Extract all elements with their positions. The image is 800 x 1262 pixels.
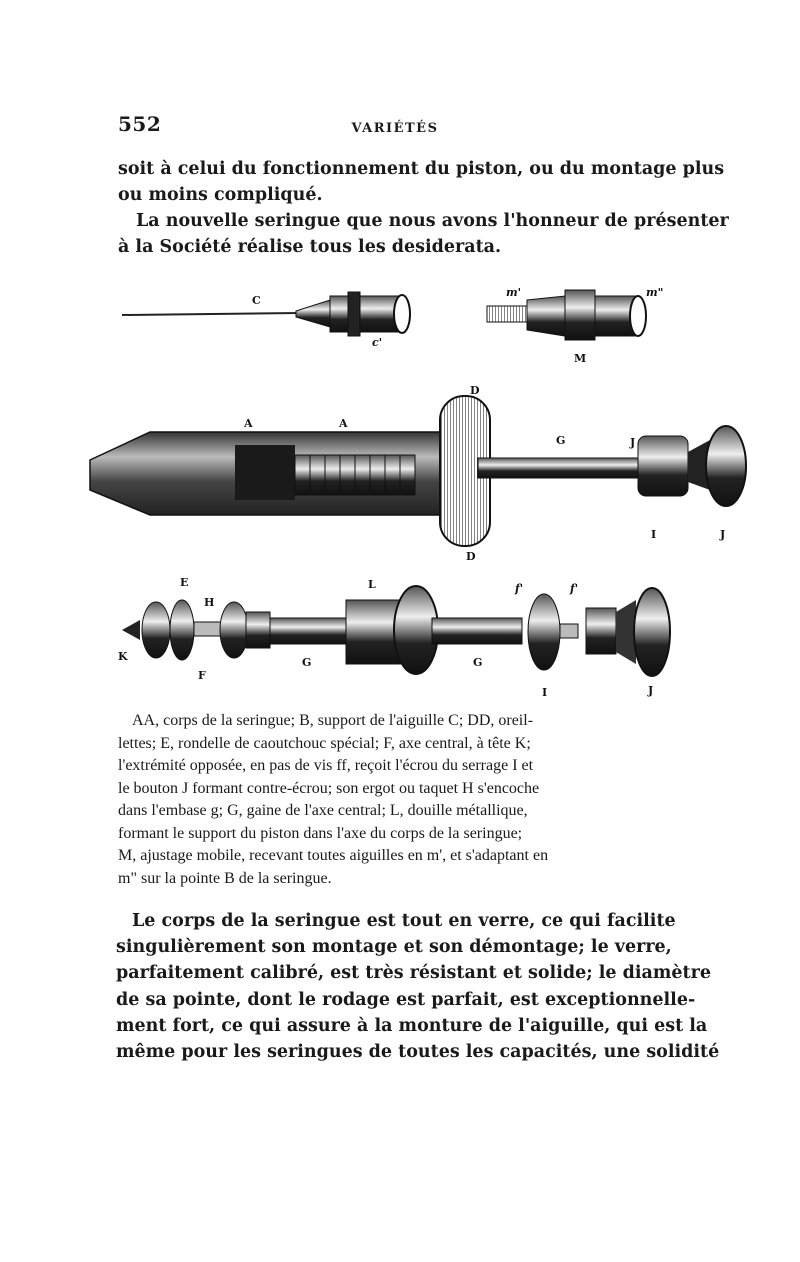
label-a-1: A	[244, 417, 253, 430]
label-m: M	[574, 352, 587, 365]
intro-paragraph-2	[118, 208, 729, 260]
caption-line: m" sur la pointe B de la seringue.	[118, 869, 332, 887]
text-line: ou moins compliqué.	[118, 185, 323, 205]
label-c-prime: c'	[372, 336, 383, 349]
label-g-right: G	[473, 656, 483, 669]
caption-line: formant le support du piston dans l'axe du corps de la seringue;	[118, 824, 523, 842]
label-f-prime-2: f'	[570, 582, 579, 595]
label-j-small: J	[630, 436, 636, 449]
caption-line: dans l'embase g; G, gaine de l'axe central; L, douille métallique,	[118, 802, 528, 819]
label-m-prime: m'	[506, 286, 522, 299]
label-h: H	[204, 596, 215, 609]
needle-c-drawing	[122, 292, 410, 336]
label-k: K	[118, 650, 128, 663]
text-line: même pour les seringues de toutes les capacités, une solidité	[116, 1042, 720, 1063]
text-line: de sa pointe, dont le rodage est parfait, est exceptionnelle-	[116, 989, 696, 1010]
text-line: singulièrement son montage et son démontage; le verre,	[116, 937, 672, 958]
label-f: F	[198, 669, 206, 682]
text-line: La nouvelle seringue que nous avons l'honneur de présenter	[136, 211, 729, 231]
page-number: 552	[118, 112, 162, 136]
label-g-left: G	[302, 656, 312, 669]
caption-line: lettes; E, rondelle de caoutchouc spécial; F, axe central, à tête K;	[118, 734, 531, 752]
label-l: L	[368, 578, 376, 591]
label-a-2: A	[339, 417, 348, 430]
label-c: C	[252, 294, 261, 307]
text-line: parfaitement calibré, est très résistant et solide; le diamètre	[116, 963, 711, 984]
label-m-double: m"	[646, 286, 664, 299]
label-j-top: J	[720, 528, 726, 541]
caption-line: M, ajustage mobile, recevant toutes aiguilles en m', et s'adaptant en	[118, 847, 549, 864]
label-f-prime-1: f'	[515, 582, 524, 595]
caption-line: AA, corps de la seringue; B, support de l'aiguille C; DD, oreil-	[132, 712, 534, 729]
intro-paragraph-1	[118, 156, 725, 208]
label-g-top: G	[556, 434, 566, 447]
syringe-illustration	[0, 270, 800, 700]
label-e: E	[180, 576, 189, 589]
label-i-top: I	[651, 528, 657, 541]
body-paragraph	[116, 908, 720, 1065]
label-d-top: D	[470, 384, 480, 397]
caption-line: le bouton J formant contre-écrou; son ergot ou taquet H s'encoche	[118, 779, 540, 797]
text-line: soit à celui du fonctionnement du piston, ou du montage plus	[118, 159, 725, 179]
label-d-bottom: D	[466, 550, 476, 563]
text-line: ment fort, ce qui assure à la monture de l'aiguille, qui est la	[116, 1015, 708, 1036]
label-i-bottom: I	[542, 686, 548, 699]
caption-line: l'extrémité opposée, en pas de vis ff, reçoit l'écrou du serrage I et	[118, 757, 534, 774]
running-head: VARIÉTÉS	[351, 121, 439, 136]
text-line: à la Société réalise tous les desiderata.	[118, 237, 502, 257]
figure-caption	[118, 710, 676, 890]
text-line: Le corps de la seringue est tout en verre, ce qui facilite	[132, 911, 676, 931]
assembled-syringe-drawing	[90, 396, 746, 546]
label-j-bottom: J	[648, 684, 654, 697]
